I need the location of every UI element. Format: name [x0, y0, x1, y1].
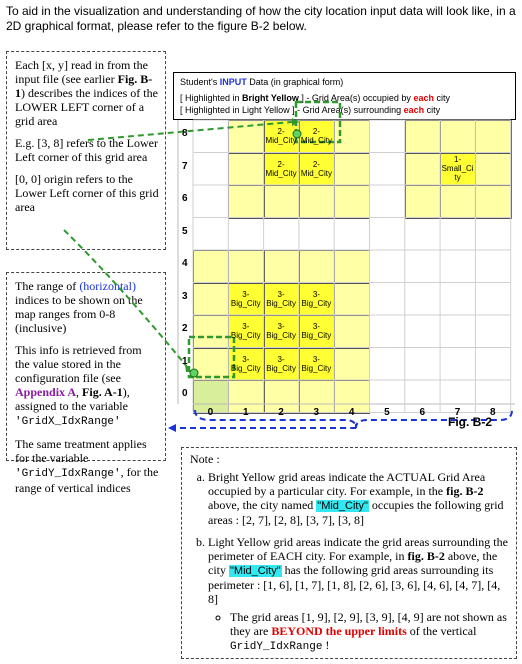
x-tick-5: 5	[384, 407, 390, 418]
cell-label-3-8: 2- Mid_City	[300, 127, 332, 146]
y-tick-8: 8	[182, 128, 188, 139]
x-tick-1: 1	[242, 407, 249, 418]
cell-label-2-1: 3- Big_City	[266, 354, 296, 373]
callout-index-range: The range of (horizontal) indices to be shown on the map ranges from 0-8 (inclusive) This info is retrieved from the value stored in the configuration file (see Appendix A, Fig. A-1), assigned to the variable 'GridX_IdxRange' The same treatment applies for the variable 'GridY_IdxRange', for the range of vertical indices	[6, 272, 166, 461]
cell-label-1-2: 3- Big_City	[230, 322, 261, 341]
intro-text: To aid in the visualization and understanding of how the city location input data will look like, in a 2D graphical format, please refer to the figure B-2 below.	[6, 4, 516, 33]
cell-label-3-1: 3- Big_City	[301, 354, 332, 373]
legend-line-3: [ Highlighted in Light Yellow ] - Grid Area(s) surrounding each city	[180, 105, 441, 115]
figure-label: Fig. B-2	[448, 415, 492, 429]
cell-label-1-3: 3- Big_City	[230, 289, 261, 308]
y-tick-5: 5	[182, 225, 188, 237]
y-tick-1: 1	[182, 355, 188, 367]
cell-label-7-7: 1- Small_Ci ty	[441, 155, 474, 183]
x-range-arrowhead	[168, 424, 176, 432]
note-item-b: b. Light Yellow grid areas indicate the grid areas surrounding the perimeter of EACH city. For example, in fig. B-2 above, the city "Mid_City" has the following grid areas surrounding its perimeter : [1, 6], [1, 7], [1, 8], [2, 6], [3, 6], [4, 6], [4, 7], [4, 8] ◦ The grid areas [1, 9], [2, 9], [3, 9], [4, 9] are not shown as they are BEYOND the upper limits of the vertical GridY_IdxRange !	[208, 535, 508, 654]
note-item-a: a. Bright Yellow grid areas indicate the ACTUAL Grid Area occupied by a particular city. For example, in the fig. B-2 above, the city named "Mid_City" occupies the following grid areas : [2, 7], [2, 8], [3, 7], [3, 8]	[208, 470, 508, 527]
cell-label-3-2: 3- Big_City	[301, 322, 332, 341]
cell-label-2-7: 2- Mid_City	[265, 159, 297, 178]
callout-grid-indices: Each [x, y] read in from the input file (see earlier Fig. B-1) describes the indices of the LOWER LEFT corner of a grid area E.g. [3, 8] refers to the Lower Left corner of this grid area [0, 0] origin refers to the Lower Left corner of this grid area	[6, 51, 166, 250]
x-tick-4: 4	[348, 407, 355, 418]
cell-label-2-8: 2- Mid_City	[265, 127, 297, 146]
note-title: Note :	[190, 452, 220, 466]
note-bullet: ◦ The grid areas [1, 9], [2, 9], [3, 9], [4, 9] are not shown as they are BEYOND the upper limits of the vertical GridY_IdxRange !	[230, 610, 508, 654]
cell-label-2-3: 3- Big_City	[266, 289, 296, 308]
x-tick-3: 3	[313, 407, 320, 418]
y-tick-6: 6	[182, 193, 188, 204]
cell-label-3-7: 2- Mid_City	[300, 159, 332, 178]
y-tick-2: 2	[182, 323, 188, 334]
x-tick-2: 2	[278, 407, 284, 418]
x-tick-7: 7	[454, 407, 461, 418]
x-tick-6: 6	[419, 407, 425, 418]
y-tick-0: 0	[182, 388, 188, 399]
legend-line-2: [ Highlighted in Bright Yellow ] - Grid Area(s) occupied by each city	[180, 93, 450, 103]
legend-line-1: Student's INPUT Data (in graphical form)	[180, 77, 344, 87]
cell-label-2-2: 3- Big_City	[266, 322, 296, 341]
arrow-to-origin	[64, 230, 188, 368]
cell-label-1-1: 3- Big_City	[230, 354, 261, 373]
y-tick-3: 3	[182, 290, 188, 302]
y-tick-4: 4	[182, 258, 188, 269]
x-tick-0: 0	[207, 407, 214, 418]
cell-label-3-3: 3- Big_City	[301, 289, 332, 308]
arrow-to-3-8	[88, 122, 292, 140]
note-box	[181, 447, 517, 659]
y-tick-7: 7	[182, 160, 188, 172]
corner-dot-origin	[190, 369, 198, 377]
x-tick-8: 8	[490, 407, 496, 418]
